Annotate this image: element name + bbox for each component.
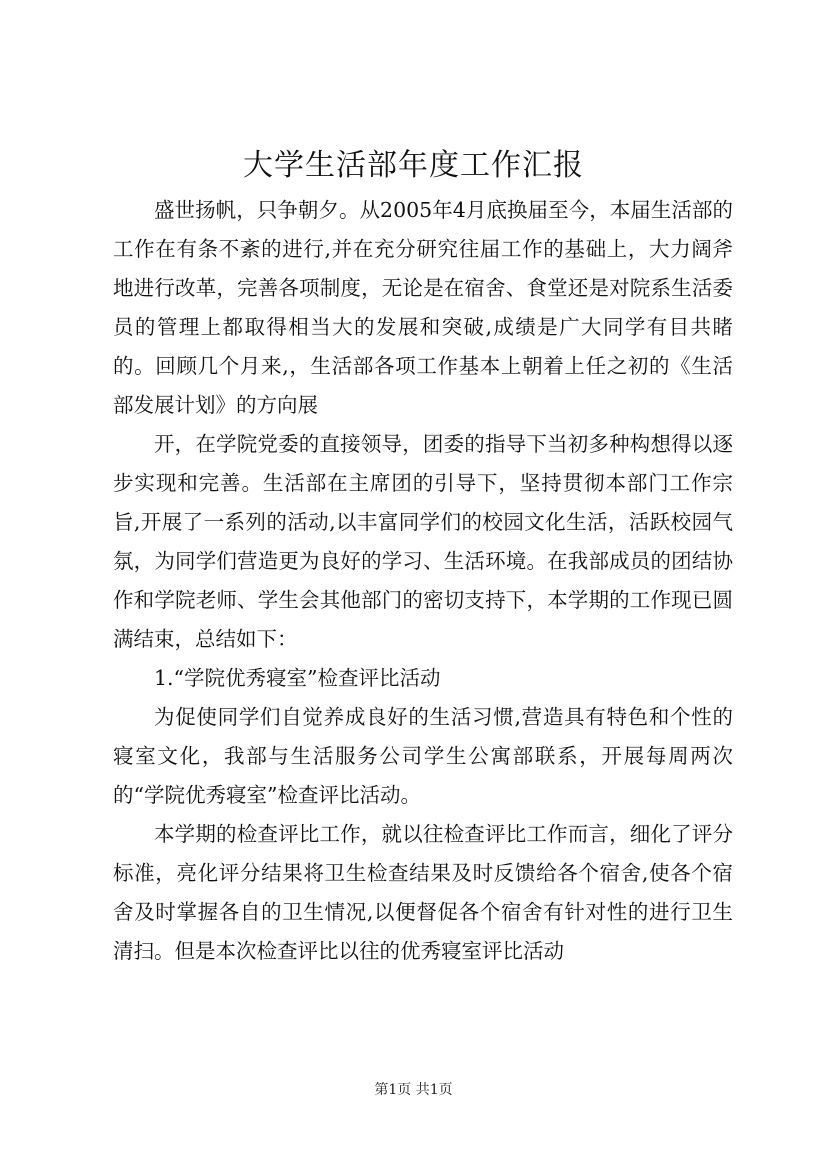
document-body xyxy=(113,191,733,971)
paragraph-summary: 开，在学院党委的直接领导，团委的指导下当初多种构想得以逐步实现和完善。生活部在主席团的引导下，坚持贯彻本部门工作宗旨,开展了一系列的活动,以丰富同学们的校园文化生活，活跃校园气氛，为同学们营造更为良好的学习、生活环境。在我部成员的团结协作和学院老师、学生会其他部门的密切支持下，本学期的工作现已圆满结束，总结如下： xyxy=(113,432,733,651)
document-title: 大学生活部年度工作汇报 xyxy=(243,148,584,183)
paragraph-dorm-activity: 为促使同学们自觉养成良好的生活习惯,营造具有特色和个性的寝室文化，我部与生活服务公司学生公寓部联系，开展每周两次的“学院优秀寝室”检查评比活动。 xyxy=(113,705,733,807)
page-footer: 第1页 共1页 xyxy=(374,1082,453,1098)
paragraph-evaluation-details: 本学期的检查评比工作，就以往检查评比工作而言，细化了评分标准，亮化评分结果将卫生检查结果及时反馈给各个宿舍,使各个宿舍及时掌握各自的卫生情况,以便督促各个宿舍有针对性的进行卫生清扫。但是本次检查评比以往的优秀寝室评比活动 xyxy=(113,822,733,963)
paragraph-intro: 盛世扬帆，只争朝夕。从2005年4月底换届至今，本届生活部的工作在有条不紊的进行,并在充分研究往届工作的基础上，大力阔斧地进行改革，完善各项制度，无论是在宿舍、食堂还是对院系生活委员的管理上都取得相当大的发展和突破,成绩是广大同学有目共睹的。回顾几个月来,，生活部各项工作基本上朝着上任之初的《生活部发展计划》的方向展 xyxy=(113,198,733,417)
section-heading-dorm-evaluation: 1.“学院优秀寝室”检查评比活动 xyxy=(154,666,441,690)
